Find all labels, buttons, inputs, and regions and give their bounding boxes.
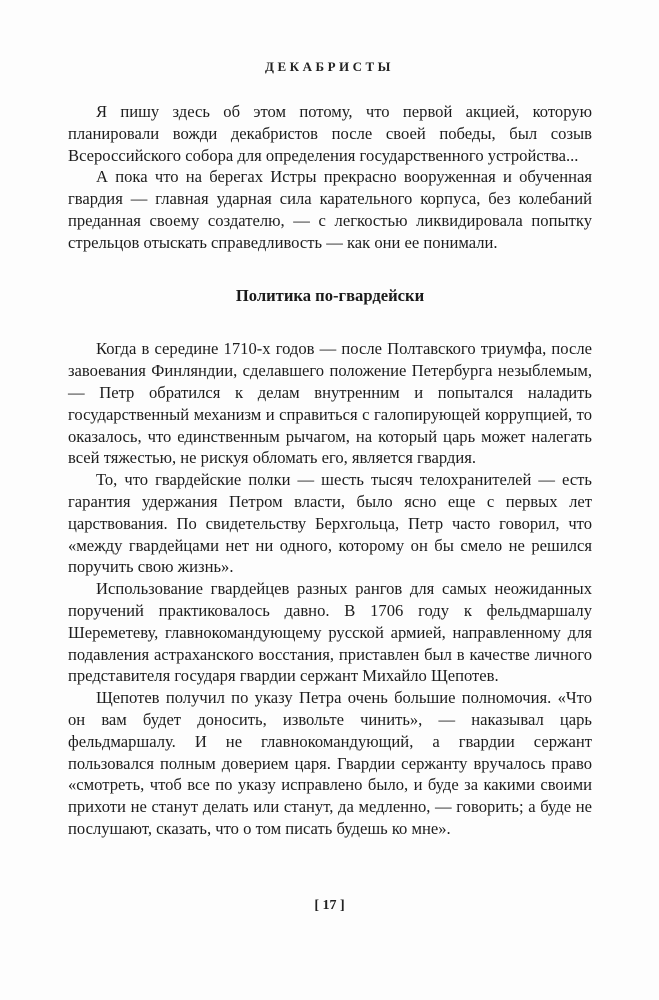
page-number: [ 17 ]	[314, 898, 345, 913]
running-head: ДЕКАБРИСТЫ	[265, 59, 394, 74]
section-heading: Политика по-гвардейски	[235, 285, 425, 305]
paragraph-5: Использование гвардейцев разных рангов для самых неожиданных поручений практиковалось давно. В 1706 году к фельдмаршалу Шереметеву, главнокомандующему русской армией, направленному для подавления астраханского восстания, приставлен был в качестве личного представителя государя гвардии сержант Михайло Щепотев.	[68, 579, 592, 686]
paragraph-3: Когда в середине 1710-х годов — после Полтавского триумфа, после завоевания Финляндии, сделавшего положение Петербурга незыблемым, — Петр обратился к делам внутренним и попытался наладить государственный механизм и справиться с галопирующей коррупцией, то оказалось, что единственным рычагом, на который царь может налегать всей тяжестью, не рискуя обломать его, является гвардия.	[68, 339, 592, 468]
paragraph-2: А пока что на берегах Истры прекрасно вооруженная и обученная гвардия — главная ударная сила карательного корпуса, без колебаний преданная своему создателю, — с легкостью ликвидировала попытку стрельцов отыскать справедливость — как они ее понимали.	[68, 167, 592, 252]
paragraph-1: Я пишу здесь об этом потому, что первой акцией, которую планировали вожди декабристов после своей победы, был созыв Всероссийского собора для определения государственного устройства...	[68, 102, 592, 165]
paragraph-4: То, что гвардейские полки — шесть тысяч телохранителей — есть гарантия удержания Петром власти, было ясно еще с первых лет царствования. По свидетельству Берхгольца, Петр часто говорил, что «между гвардейцами нет ни одного, которому он бы смело не решился поручить свою жизнь».	[68, 470, 592, 577]
text-block	[68, 101, 592, 840]
paragraph-6: Щепотев получил по указу Петра очень большие полномочия. «Что он вам будет доносить, извольте чинить», — наказывал царь фельдмаршалу. И не главнокомандующий, а гвардии сержант пользовался полным доверием царя. Гвардии сержанту вручалось право «смотреть, чтоб все по указу исправлено было, и буде за какими своими прихоти не станут делать или станут, да медленно, — говорить; а буде не послушают, сказать, что о том писать будешь ко мне».	[68, 688, 592, 838]
